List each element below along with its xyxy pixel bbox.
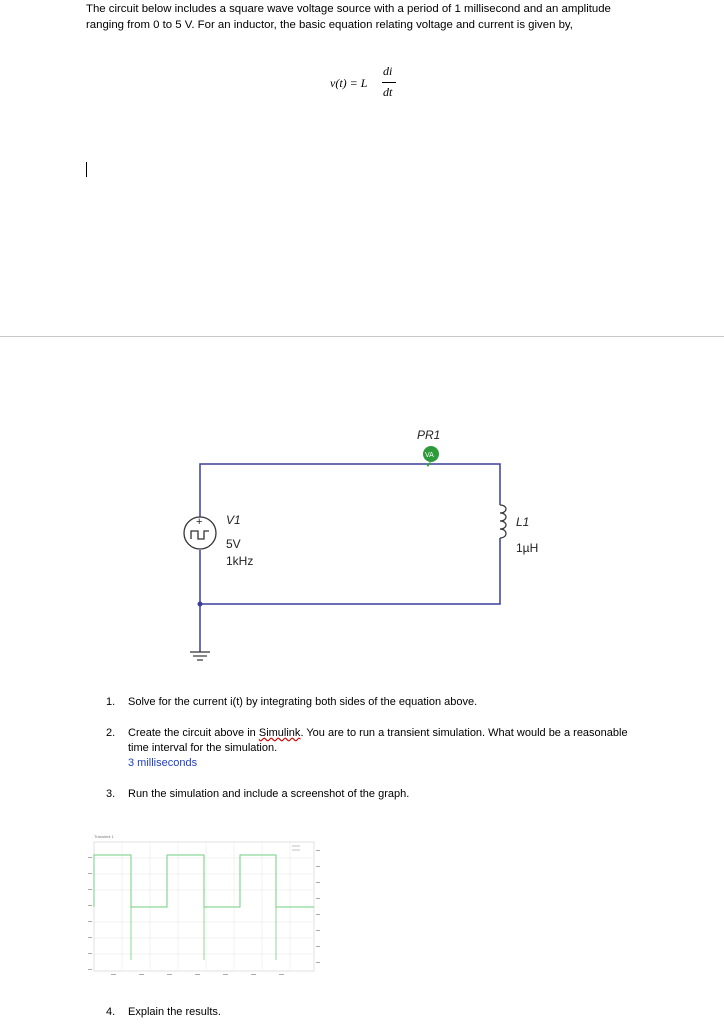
question-2-answer: 3 milliseconds <box>128 757 198 769</box>
question-4 <box>106 1006 221 1018</box>
junction-node <box>198 602 203 607</box>
equation-lhs: v(t) = L <box>330 76 368 90</box>
probe-badge: VA <box>425 452 434 459</box>
wire-bottom <box>200 538 500 604</box>
inductor-value: 1µH <box>516 541 539 555</box>
page-divider <box>0 336 724 337</box>
question-1-text: Solve for the current i(t) by integrating both sides of the equation above. <box>128 696 478 708</box>
probe-label: PR1 <box>417 428 441 442</box>
source-voltage: 5V <box>226 537 241 551</box>
fraction-bar <box>382 82 396 83</box>
question-4-number: 4. <box>106 1006 116 1018</box>
question-3-text: Run the simulation and include a screenshot of the graph. <box>128 788 410 800</box>
equation-denominator: dt <box>383 85 393 99</box>
intro-paragraph <box>86 1 686 33</box>
question-3-number: 3. <box>106 788 116 800</box>
ground-icon <box>190 652 210 660</box>
source-frequency: 1kHz <box>226 554 254 568</box>
text-cursor <box>86 162 87 177</box>
graph-title: Transient 1 <box>94 834 114 839</box>
intro-line-1: The circuit below includes a square wave voltage source with a period of 1 millisecond and an amplitude <box>86 3 611 15</box>
wire-top <box>200 464 500 533</box>
intro-line-2: ranging from 0 to 5 V. For an inductor, the basic equation relating voltage and current is given by, <box>86 19 573 31</box>
question-2-number: 2. <box>106 727 116 739</box>
simulation-graph-screenshot <box>84 830 344 980</box>
equation-numerator: di <box>383 64 393 78</box>
question-4-text: Explain the results. <box>128 1006 221 1018</box>
question-1-number: 1. <box>106 696 116 708</box>
source-plus-sign: + <box>196 516 203 528</box>
inductor-icon <box>500 505 506 538</box>
question-2-text-start: Create the circuit above in <box>128 727 259 739</box>
inductor-name: L1 <box>516 515 530 529</box>
question-2-text <box>128 726 628 771</box>
source-name: V1 <box>226 513 241 527</box>
question-2-text-end: . You are to run a transient simulation. What would be a reasonable time interval for the simulation. <box>128 727 628 754</box>
circuit-diagram <box>0 420 724 670</box>
simulink-word: Simulink <box>258 727 301 739</box>
